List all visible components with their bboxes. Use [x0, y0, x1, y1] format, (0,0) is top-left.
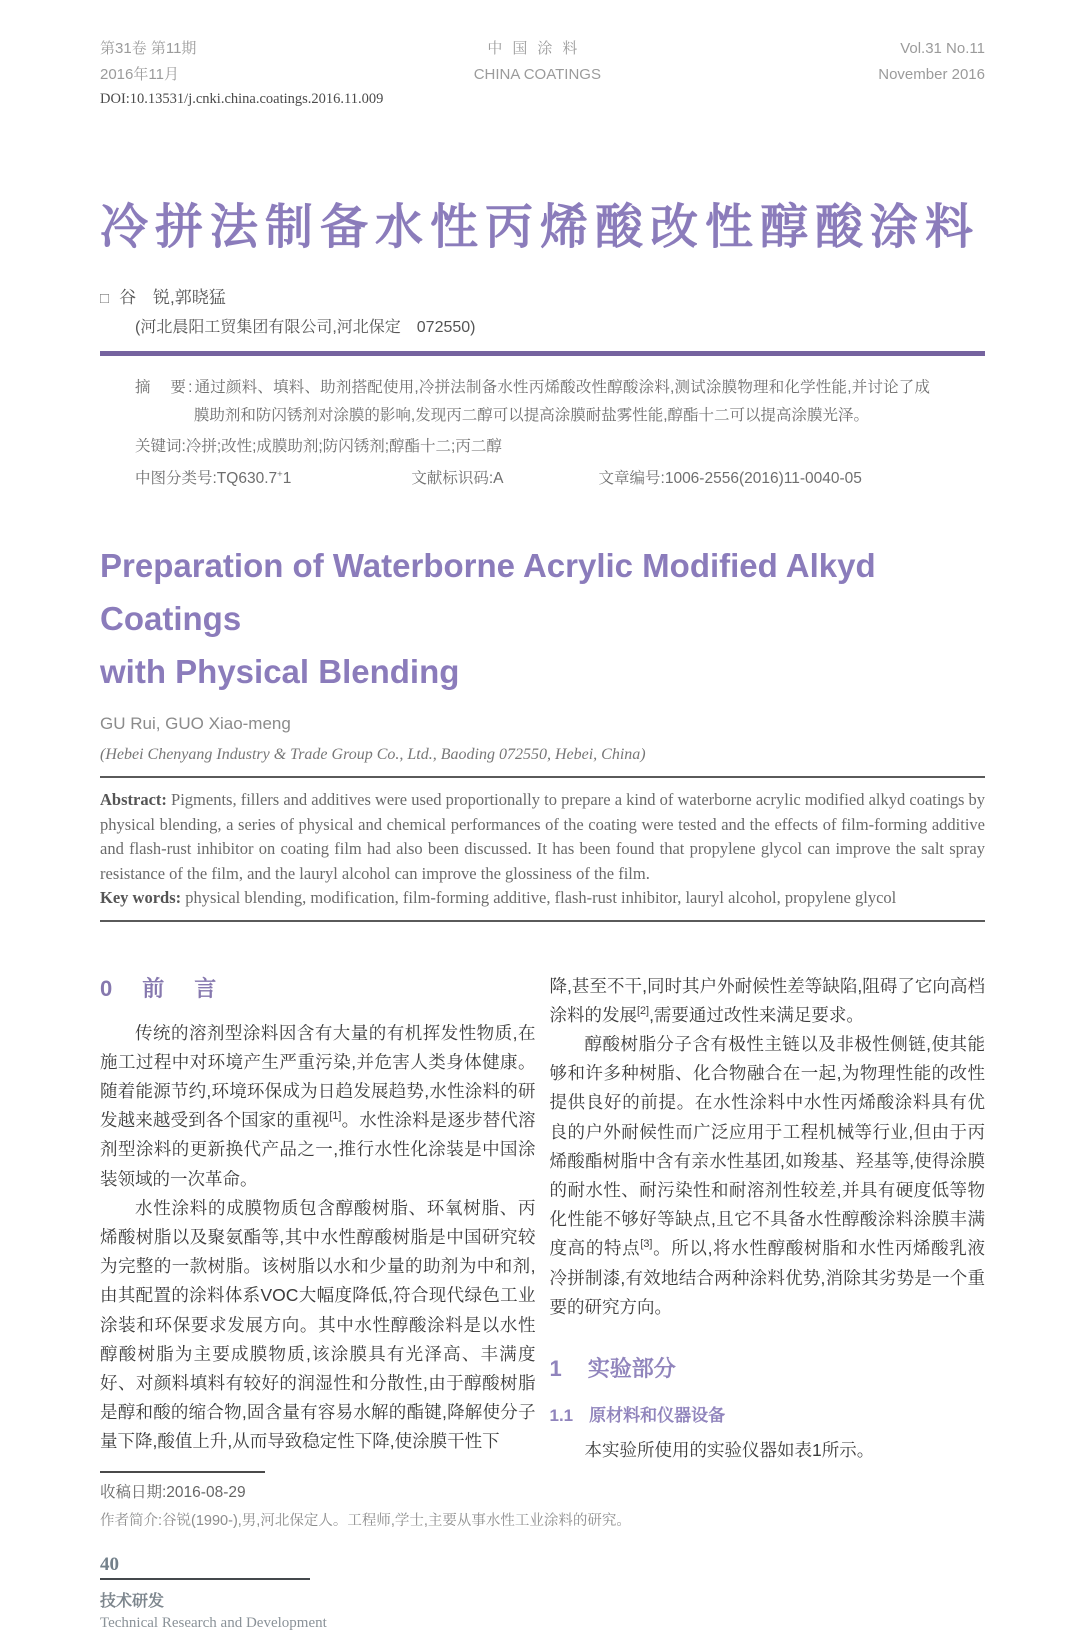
document-code: 文献标识码:A	[411, 470, 504, 487]
authors-cn	[100, 283, 985, 308]
column-name-en: Technical Research and Development	[100, 1615, 327, 1632]
clc-number: 中图分类号:TQ630.7+1	[135, 468, 292, 487]
keywords-en	[100, 886, 985, 911]
abstract-top-rule	[100, 776, 985, 778]
title-divider-rule	[100, 351, 985, 356]
journal-name-cn: 中国涂料	[487, 40, 588, 57]
received-date: 收稿日期:2016-08-29	[100, 1484, 246, 1502]
journal-name-en: CHINA COATINGS	[473, 66, 601, 83]
author-bullet-icon: □	[100, 290, 110, 307]
reference-3: [3]	[640, 1238, 653, 1251]
clc-superscript: +	[277, 468, 283, 480]
authors-en: GU Rui, GUO Xiao-meng	[100, 714, 291, 733]
paragraph-3: 降,甚至不干,同时其户外耐候性差等缺陷,阻碍了它向高档涂料的发展[2],需要通过改性来满足要求。	[549, 975, 985, 1025]
abstract-en	[100, 788, 985, 886]
article-id: 文章编号:1006-2556(2016)11-0040-05	[598, 470, 862, 487]
issue-info-cn	[100, 36, 196, 88]
issue-date-en: November 2016	[878, 66, 985, 83]
abstract-label-cn: 摘 要:	[135, 379, 195, 396]
classification-row	[135, 465, 930, 493]
affiliation-cn: (河北晨阳工贸集团有限公司,河北保定 072550)	[135, 319, 476, 336]
section-1-title: 实验部分	[587, 1355, 676, 1381]
column-name-cn: 技术研发	[100, 1593, 165, 1611]
affiliation-en: (Hebei Chenyang Industry & Trade Group Co., Ltd., Baoding 072550, Hebei, China)	[100, 746, 646, 763]
left-column	[100, 972, 536, 1466]
reference-1: [1]	[329, 1110, 342, 1123]
abstract-text-en: Pigments, fillers and additives were used proportionally to prepare a kind of waterborne acrylic modified alkyd coatings by physical blending, a series of physical and chemical performances of the coating were tested and the effects of film-forming additive and flash-rust inhibitor on coating film had also been discussed. It has been found that propylene glycol can improve the salt spray resistance of the film, and the lauryl alcohol can improve the glossiness of the film.	[100, 790, 985, 883]
journal-header	[100, 36, 985, 88]
article-title-en-line1: Preparation of Waterborne Acrylic Modified Alkyd Coatings	[100, 547, 876, 637]
abstract-block-cn	[135, 374, 930, 493]
reference-2: [2]	[637, 1004, 650, 1017]
keywords-text-cn: 冷拼;改性;成膜助剂;防闪锈剂;醇酯十二;丙二醇	[185, 438, 502, 455]
footer-rule	[100, 1578, 310, 1580]
section-1-number: 1	[549, 1355, 562, 1381]
abstract-cn	[135, 374, 930, 430]
doi: DOI:10.13531/j.cnki.china.coatings.2016.11.009	[100, 91, 384, 107]
issue-volume-en: Vol.31 No.11	[900, 40, 985, 57]
paragraph-1: 传统的溶剂型涂料因含有大量的有机挥发性物质,在施工过程中对环境产生严重污染,并危害人类身体健康。随着能源节约,环境环保成为日趋发展趋势,水性涂料的研发越来越受到各个国家的重视[1]。水性涂料是逐步替代溶剂型涂料的更新换代产品之一,推行水性化涂装是中国涂装领域的一次革命。	[100, 1022, 536, 1189]
footnote-block	[100, 1471, 985, 1530]
issue-info-en	[878, 36, 985, 88]
journal-name	[474, 36, 601, 88]
footnote-divider	[100, 1471, 265, 1473]
abstract-text-cn: 通过颜料、填料、助剂搭配使用,冷拼法制备水性丙烯酸改性醇酸涂料,测试涂膜物理和化学性能,并讨论了成膜助剂和防闪锈剂对涂膜的影响,发现丙二醇可以提高涂膜耐盐雾性能,醇酯十二可以提高涂膜光泽。	[193, 379, 930, 424]
keywords-label-en: Key words:	[100, 888, 182, 907]
keywords-label-cn: 关键词:	[135, 438, 186, 455]
page-footer	[100, 1554, 985, 1632]
abstract-bottom-rule	[100, 920, 985, 922]
section-heading-0: 0 前 言	[100, 975, 221, 1001]
keywords-cn	[135, 433, 930, 461]
article-title-en-line2: with Physical Blending	[100, 653, 460, 690]
author-bio: 作者简介:谷锐(1990-),男,河北保定人。工程师,学士,主要从事水性工业涂料的研究。	[100, 1513, 631, 1530]
article-title-cn: 冷拼法制备水性丙烯酸改性醇酸涂料	[100, 201, 981, 254]
paragraph-2: 水性涂料的成膜物质包含醇酸树脂、环氧树脂、丙烯酸树脂以及聚氨酯等,其中水性醇酸树脂是中国研究较为完整的一款树脂。该树脂以水和少量的助剂为中和剂,由其配置的涂料体系VOC大幅度降低,符合现代绿色工业涂装和环保要求发展方向。其中水性醇酸涂料是以水性醇酸树脂为主要成膜物质,该涂膜具有光泽高、丰满度好、对颜料填料有较好的润湿性和分散性,由于醇酸树脂是醇和酸的缩合物,固含量有容易水解的酯键,降解使分子量下降,酸值上升,从而导致稳定性下降,使涂膜干性下	[100, 1197, 536, 1452]
paragraph-4: 醇酸树脂分子含有极性主链以及非极性侧链,使其能够和许多种树脂、化合物融合在一起,为物理性能的改性提供良好的前提。在水性涂料中水性丙烯酸涂料具有优良的户外耐候性而广泛应用于工程机械等行业,但由于丙烯酸酯树脂中含有亲水性基团,如羧基、羟基等,使得涂膜的耐水性、耐污染性和耐溶剂性较差,并具有硬度低等物化性能不够好等缺点,且它不具备水性醇酸涂料涂膜丰满度高的特点[3]。所以,将水性醇酸树脂和水性丙烯酸乳液冷拼制漆,有效地结合两种涂料优势,消除其劣势是一个重要的研究方向。	[549, 1033, 985, 1317]
issue-date-cn: 2016年11月	[100, 66, 179, 83]
right-column	[550, 972, 986, 1466]
article-title-en	[100, 539, 985, 698]
authors-cn-names: 谷 锐,郭晓猛	[119, 288, 226, 307]
section-1-1-number: 1.1	[549, 1405, 574, 1425]
issue-volume-cn: 第31卷 第11期	[100, 40, 197, 57]
abstract-label-en: Abstract:	[100, 790, 167, 809]
page-number: 40	[100, 1554, 119, 1576]
section-heading-1-1	[550, 1401, 986, 1426]
section-1-1-title: 原材料和仪器设备	[589, 1405, 726, 1425]
keywords-text-en: physical blending, modification, film-forming additive, flash-rust inhibitor, lauryl alcohol, propylene glycol	[181, 888, 897, 907]
body-columns	[100, 972, 985, 1466]
section-heading-1	[550, 1352, 986, 1383]
paragraph-5: 本实验所使用的实验仪器如表1所示。	[584, 1439, 875, 1460]
